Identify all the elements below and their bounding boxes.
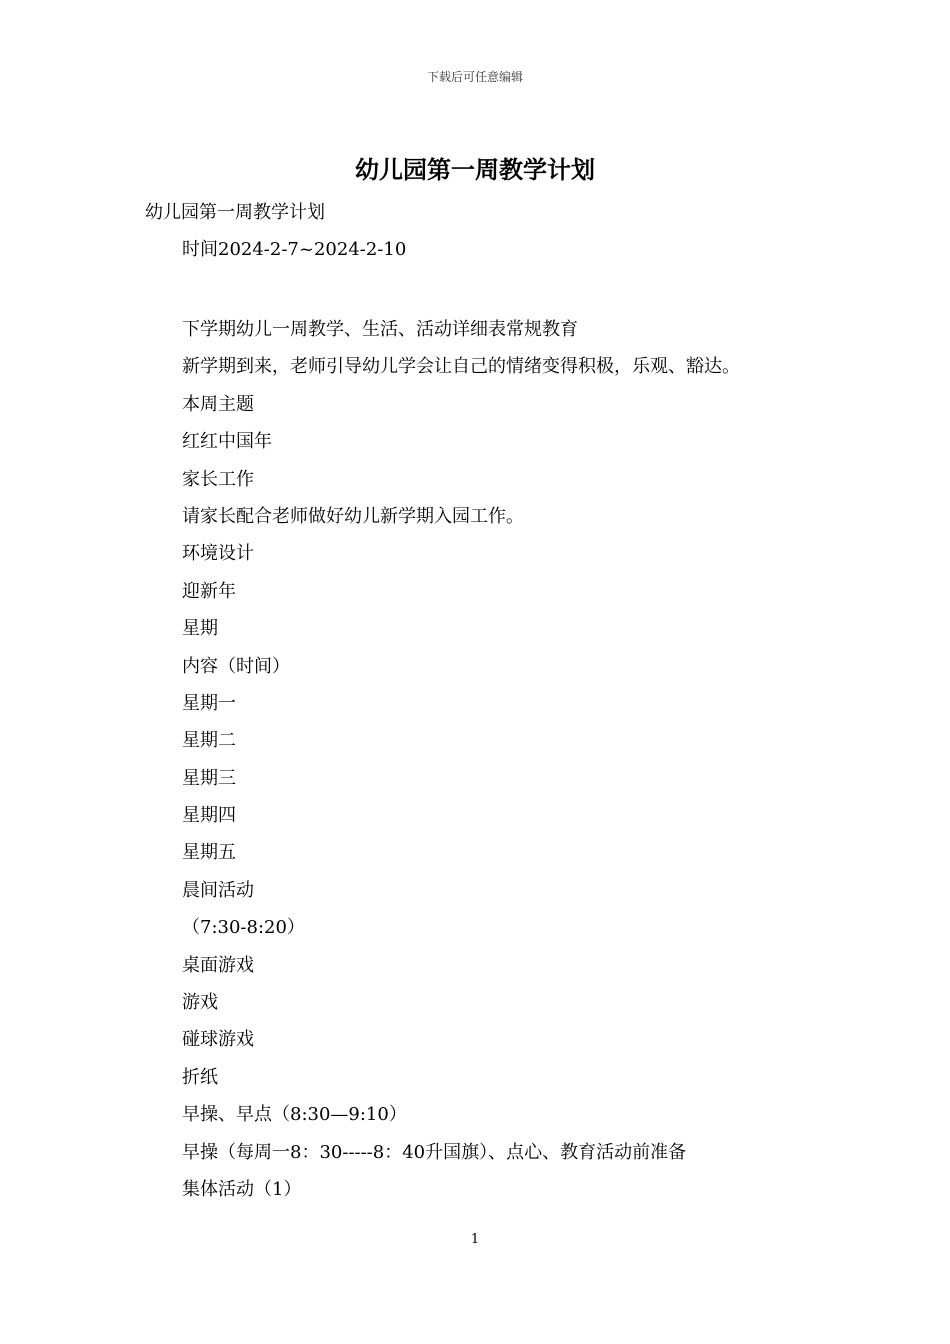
body-line: 集体活动（1） [182, 1178, 302, 1200]
body-line: 请家长配合老师做好幼儿新学期入园工作。 [182, 505, 524, 527]
body-text [182, 311, 740, 1208]
body-line: （7:30-8:20） [182, 917, 305, 939]
body-line: 本周主题 [182, 393, 254, 415]
body-line: 星期三 [182, 767, 236, 789]
body-line: 迎新年 [182, 580, 236, 602]
body-line: 晨间活动 [182, 879, 254, 901]
body-line: 星期五 [182, 842, 236, 864]
body-line: 星期二 [182, 730, 236, 752]
body-line: 家长工作 [182, 468, 254, 490]
body-line: 折纸 [182, 1066, 218, 1088]
date-range-line: 时间2024-2-7~2024-2-10 [182, 239, 407, 260]
page-number: 1 [470, 1232, 480, 1247]
body-line: 环境设计 [182, 543, 254, 565]
body-line: 早操、早点（8:30—9:10） [182, 1104, 407, 1126]
body-line: 早操（每周一8：30-----8：40升国旗）、点心、教育活动前准备 [182, 1141, 687, 1163]
document-title: 幼儿园第一周教学计划 [355, 155, 595, 184]
body-line: 星期 [182, 618, 218, 640]
body-line: 星期四 [182, 805, 236, 827]
body-line: 内容（时间） [182, 655, 290, 677]
document-subtitle: 幼儿园第一周教学计划 [145, 202, 325, 223]
body-line: 红红中国年 [182, 431, 272, 453]
body-line: 新学期到来，老师引导幼儿学会让自己的情绪变得积极，乐观、豁达。 [182, 356, 740, 378]
body-line: 下学期幼儿一周教学、生活、活动详细表常规教育 [182, 319, 578, 340]
body-line: 桌面游戏 [182, 954, 254, 976]
body-line: 星期一 [182, 692, 236, 714]
header-note: 下载后可任意编辑 [426, 70, 523, 84]
body-line: 游戏 [182, 992, 218, 1014]
body-line: 碰球游戏 [182, 1029, 254, 1051]
